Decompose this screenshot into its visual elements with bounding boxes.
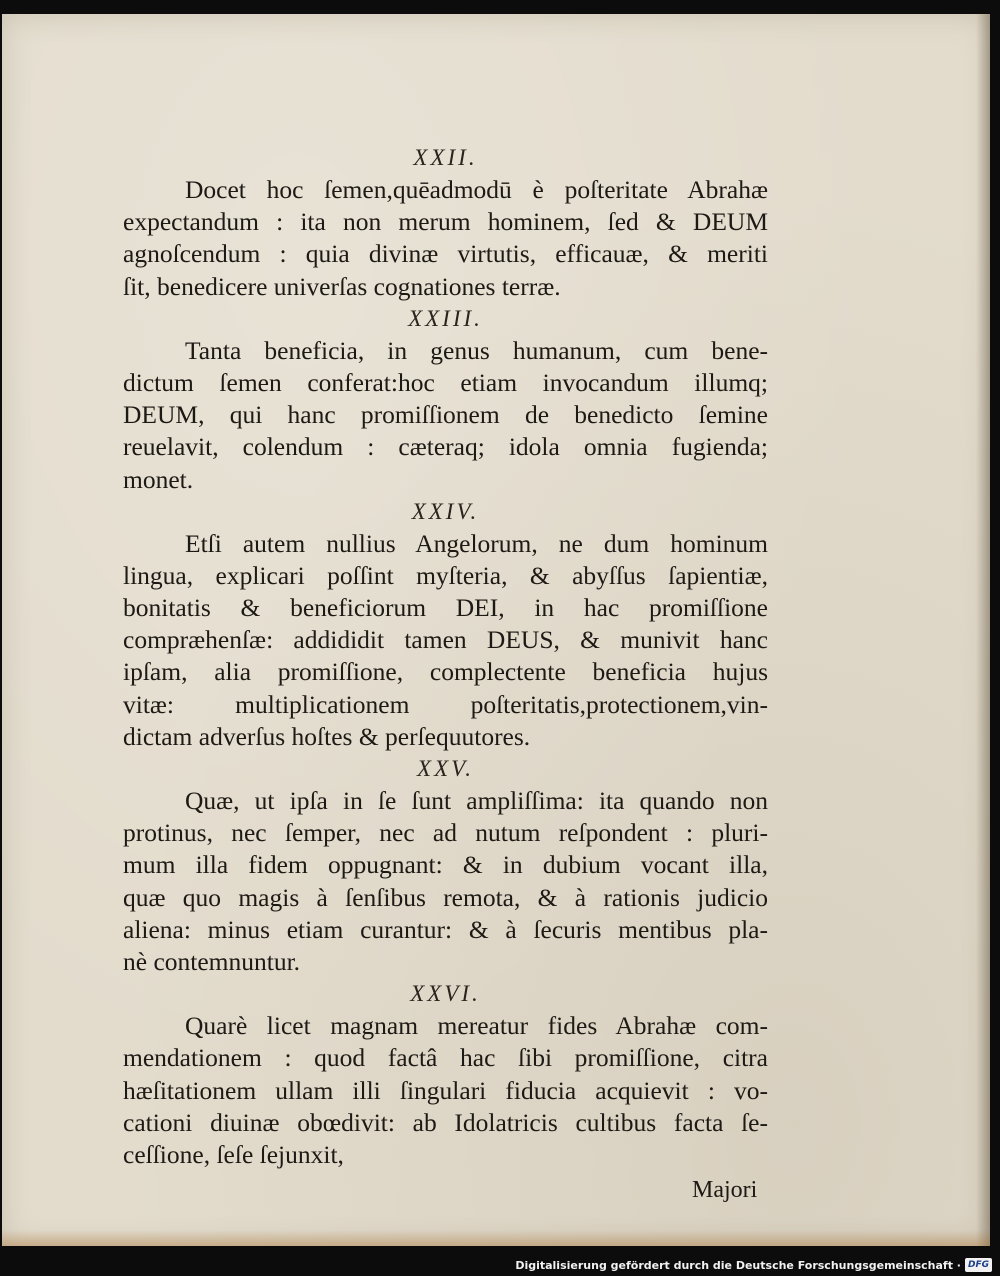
- text-line: ipſam, alia promiſſione, complectente beneficia hujus: [123, 657, 768, 687]
- footer-credit-text: Digitalisierung gefördert durch die Deutsche Forschungsgemeinschaft ·: [515, 1258, 961, 1272]
- text-line: Docet hoc ſemen,quēadmodū è poſteritate Abrahæ: [185, 175, 768, 204]
- text-line: agnoſcendum : quia divinæ virtutis, efficauæ, & meriti: [123, 239, 768, 269]
- text-line: mendationem : quod factâ hac ſibi promiſſione, citra: [123, 1043, 768, 1073]
- section-heading: XXIII.: [408, 305, 483, 331]
- footer-credit: [515, 1256, 992, 1274]
- section-heading: XXIV.: [411, 498, 480, 524]
- text-line: ſit, benedicere univerſas cognationes terræ.: [123, 271, 561, 301]
- text-line: hæſitationem ullam illi ſingulari fiducia acquievit : vo-: [123, 1075, 768, 1105]
- text-line: Quarè licet magnam mereatur fides Abrahæ com-: [185, 1011, 768, 1041]
- section-heading: XXVI.: [410, 981, 481, 1007]
- text-line: lingua, explicari poſſint myſteria, & abyſſus ſapientiæ,: [123, 560, 768, 590]
- page-bottom-edge: [2, 1230, 990, 1246]
- dfg-logo-icon: DFG: [965, 1258, 992, 1272]
- text-line: ceſſione, ſeſe ſejunxit,: [123, 1139, 344, 1169]
- text-line: quæ quo magis à ſenſibus remota, & à rationis judicio: [123, 882, 768, 912]
- text-line: monet.: [123, 464, 194, 494]
- text-line: DEUM, qui hanc promiſſionem de benedicto ſemine: [123, 400, 768, 430]
- section-heading: XXII.: [413, 145, 478, 170]
- text-line: protinus, nec ſemper, nec ad nutum reſpondent : pluri-: [123, 818, 768, 848]
- catchword: Majori: [692, 1177, 758, 1203]
- text-line: Tanta beneficia, in genus humanum, cum bene-: [185, 335, 768, 365]
- text-line: nè contemnuntur.: [123, 946, 301, 976]
- text-line: dictum ſemen conferat:hoc etiam invocandum illumq;: [123, 367, 768, 397]
- text-line: Quæ, ut ipſa in ſe ſunt ampliſſima: ita quando non: [185, 786, 768, 815]
- text-line: mum illa fidem oppugnant: & in dubium vocant illa,: [123, 850, 768, 880]
- text-line: reuelavit, colendum : cæteraq; idola omnia fugienda;: [123, 432, 768, 462]
- text-line: compræhenſæ: addididit tamen DEUS, & munivit hanc: [123, 625, 768, 655]
- page-text: [123, 142, 768, 1171]
- text-line: Etſi autem nullius Angelorum, ne dum hominum: [185, 528, 768, 558]
- text-line: expectandum : ita non merum hominem, ſed & DEUM: [123, 207, 768, 237]
- text-line: aliena: minus etiam curantur: & à ſecuris mentibus pla-: [123, 914, 768, 944]
- book-page: [2, 14, 990, 1246]
- page-edge-shadow: [976, 14, 990, 1246]
- section-heading: XXV.: [417, 756, 474, 781]
- text-line: vitæ: multiplicationem poſteritatis,protectionem,vin-: [123, 689, 768, 719]
- text-line: dictam adverſus hoſtes & perſequutores.: [123, 721, 531, 751]
- text-line: bonitatis & beneficiorum DEI, in hac promiſſione: [123, 593, 768, 623]
- text-line: cationi diuinæ obœdivit: ab Idolatricis cultibus facta ſe-: [123, 1107, 768, 1137]
